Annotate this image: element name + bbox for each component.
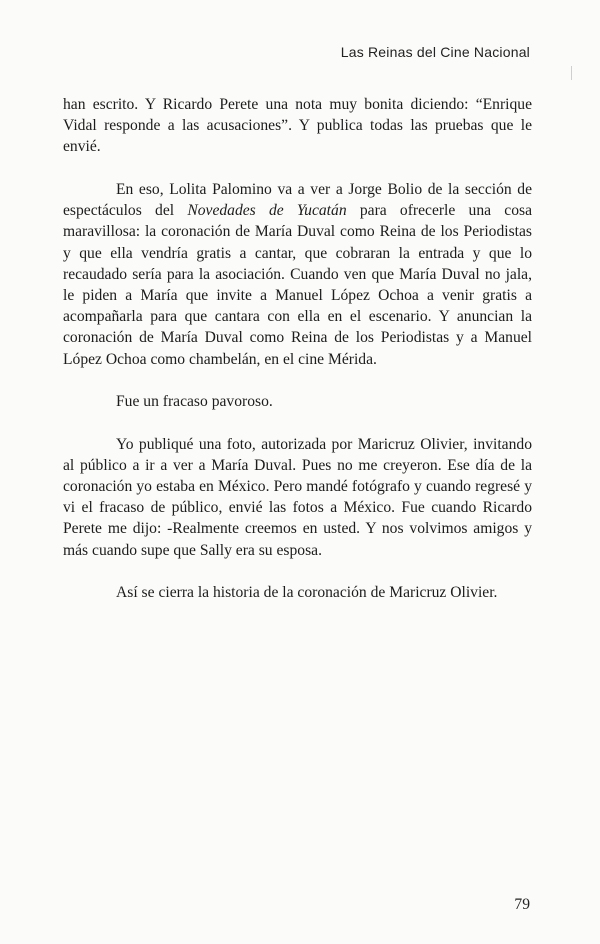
paragraph-3: Fue un fracaso pavoroso. <box>116 393 273 411</box>
paragraph-5: Así se cierra la historia de la coronación de Maricruz Olivier. <box>116 584 498 602</box>
paragraph-2 <box>63 179 532 370</box>
newspaper-title: Novedades de Yucatán <box>187 202 347 220</box>
paragraph-4: Yo publiqué una foto, autorizada por Maricruz Olivier, invitando al público a ir a ver a María Duval. Pues no me creyeron. Ese día de la coronación yo estaba en México. Pero mandé fotógrafo y cuando regresé y vi el fracaso de público, envié las fotos a México. Fue cuando Ricardo Perete me dijo: -Realmente creemos en usted. Y nos volvimos amigos y más cuando supe que Sally era su esposa. <box>63 435 532 559</box>
paragraph-2-part-2: para ofrecerle una cosa maravillosa: la coronación de María Duval como Reina de los Periodistas y que ella vendría gratis a cantar, que cobraran la entrada y que lo recaudado sería para la asociación. Cuando ven que María Duval no jala, le piden a María que invite a Manuel López Ochoa a venir gratis a acompañarla para que cantara con ella en el escenario. Y anuncian la coronación de María Duval como Reina de los Periodistas y a Manuel López Ochoa como chambelán, en el cine Mérida. <box>63 202 533 368</box>
paragraph-2-part-1: En eso, Lolita Palomino va a ver a Jorge Bolio de la sección de espectáculos del <box>63 180 532 220</box>
page-edge-mark <box>571 66 572 80</box>
running-header: Las Reinas del Cine Nacional <box>340 44 530 60</box>
body-text <box>63 94 532 603</box>
paragraph-1: han escrito. Y Ricardo Perete una nota muy bonita diciendo: “Enrique Vidal responde a las acusaciones”. Y publica todas las pruebas que le envié. <box>63 96 532 156</box>
page-number: 79 <box>514 896 530 913</box>
